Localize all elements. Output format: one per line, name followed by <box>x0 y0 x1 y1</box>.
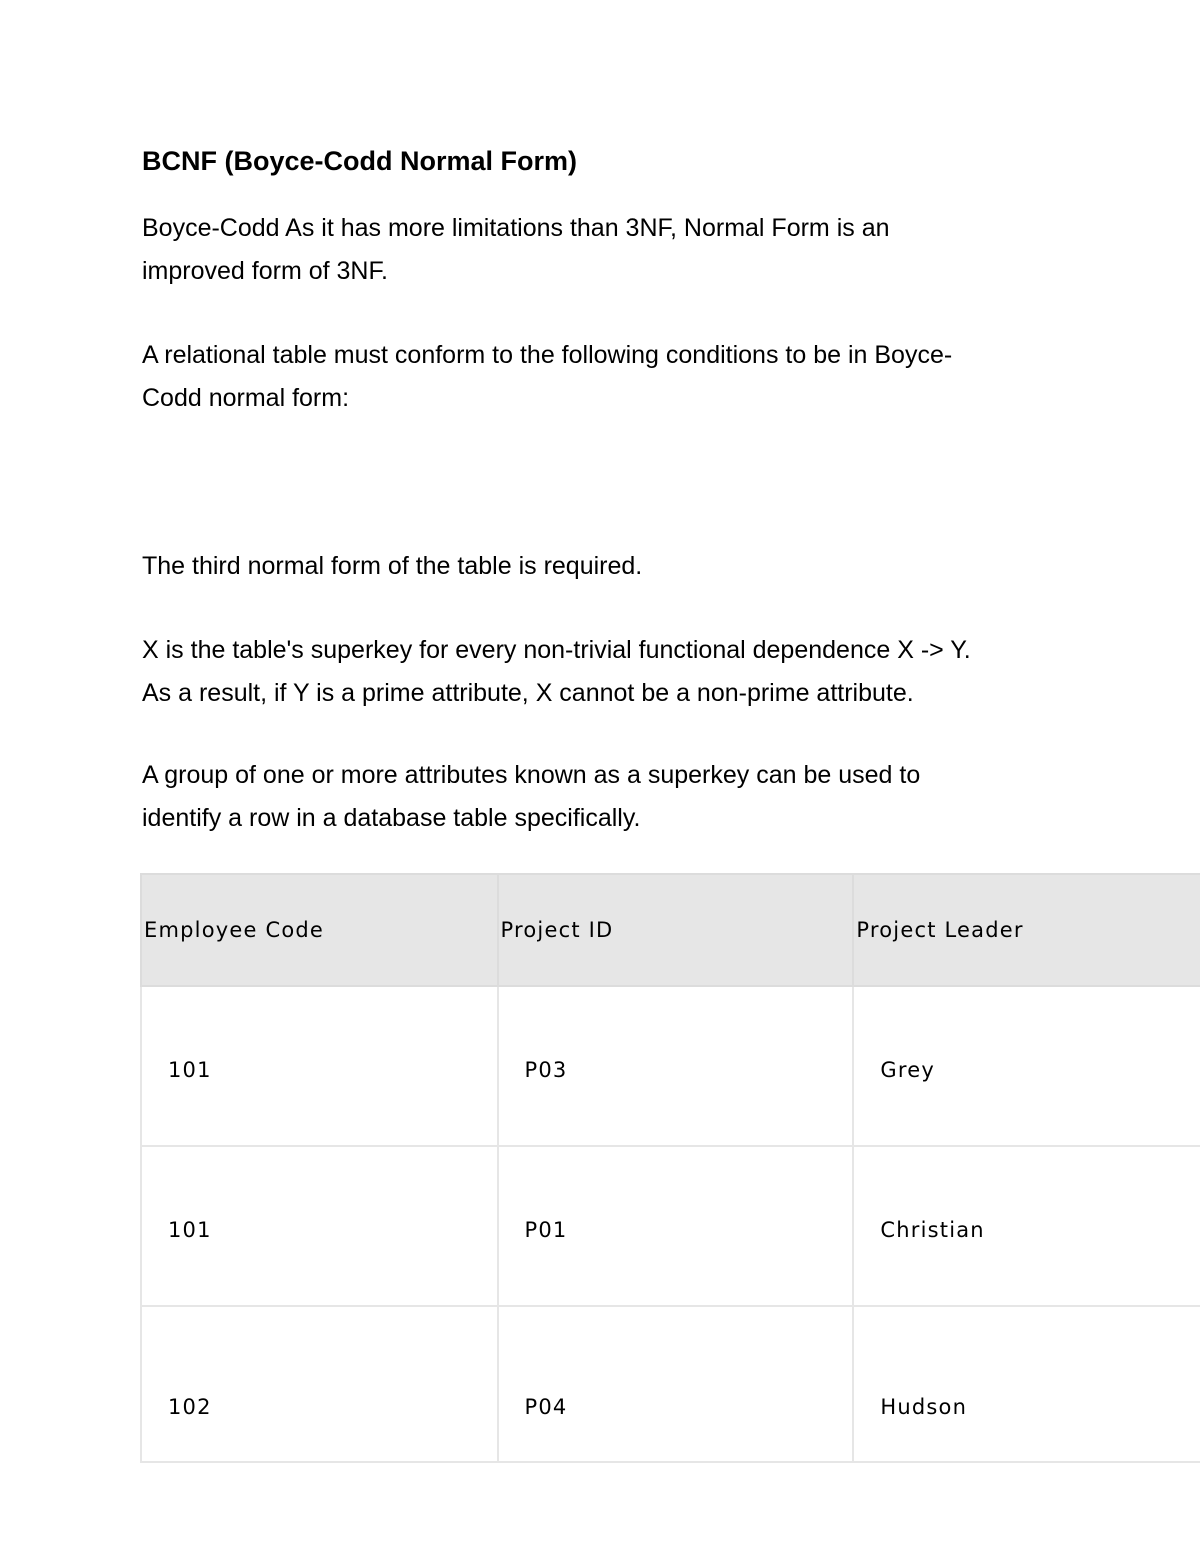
table-header-row <box>141 874 1200 986</box>
cell-employee-code: 101 <box>141 986 498 1146</box>
paragraph-line: X is the table's superkey for every non-trivial functional dependence X -> Y. <box>142 636 971 664</box>
paragraph-superkey <box>142 754 1042 840</box>
paragraph-line: Boyce-Codd As it has more limitations than 3NF, Normal Form is an <box>142 214 890 242</box>
paragraph-line: identify a row in a database table specifically. <box>142 804 641 832</box>
cell-project-id: P01 <box>498 1146 854 1306</box>
table-row <box>141 1146 1200 1306</box>
header-employee-code: Employee Code <box>141 874 498 986</box>
paragraph-line: A relational table must conform to the following conditions to be in Boyce- <box>142 341 953 369</box>
project-table <box>140 873 1200 1463</box>
paragraph-condition-one <box>142 545 1042 588</box>
paragraph-line: improved form of 3NF. <box>142 257 388 285</box>
table-row <box>141 1306 1200 1462</box>
cell-project-leader: Grey <box>853 986 1200 1146</box>
cell-project-id: P04 <box>498 1306 854 1462</box>
table-row <box>141 986 1200 1146</box>
cell-project-id: P03 <box>498 986 854 1146</box>
cell-project-leader: Christian <box>853 1146 1200 1306</box>
cell-employee-code: 102 <box>141 1306 498 1462</box>
paragraph-line: A group of one or more attributes known as a superkey can be used to <box>142 761 921 789</box>
paragraph-intro <box>142 207 1042 293</box>
paragraph-conditions <box>142 334 1042 420</box>
header-project-leader: Project Leader <box>853 874 1200 986</box>
header-project-id: Project ID <box>498 874 854 986</box>
cell-employee-code: 101 <box>141 1146 498 1306</box>
paragraph-line: As a result, if Y is a prime attribute, X cannot be a non-prime attribute. <box>142 679 914 707</box>
cell-project-leader: Hudson <box>853 1306 1200 1462</box>
paragraph-condition-two <box>142 629 1042 715</box>
document-heading: BCNF (Boyce-Codd Normal Form) <box>142 146 578 176</box>
paragraph-line: The third normal form of the table is required. <box>142 552 643 580</box>
paragraph-line: Codd normal form: <box>142 384 350 412</box>
